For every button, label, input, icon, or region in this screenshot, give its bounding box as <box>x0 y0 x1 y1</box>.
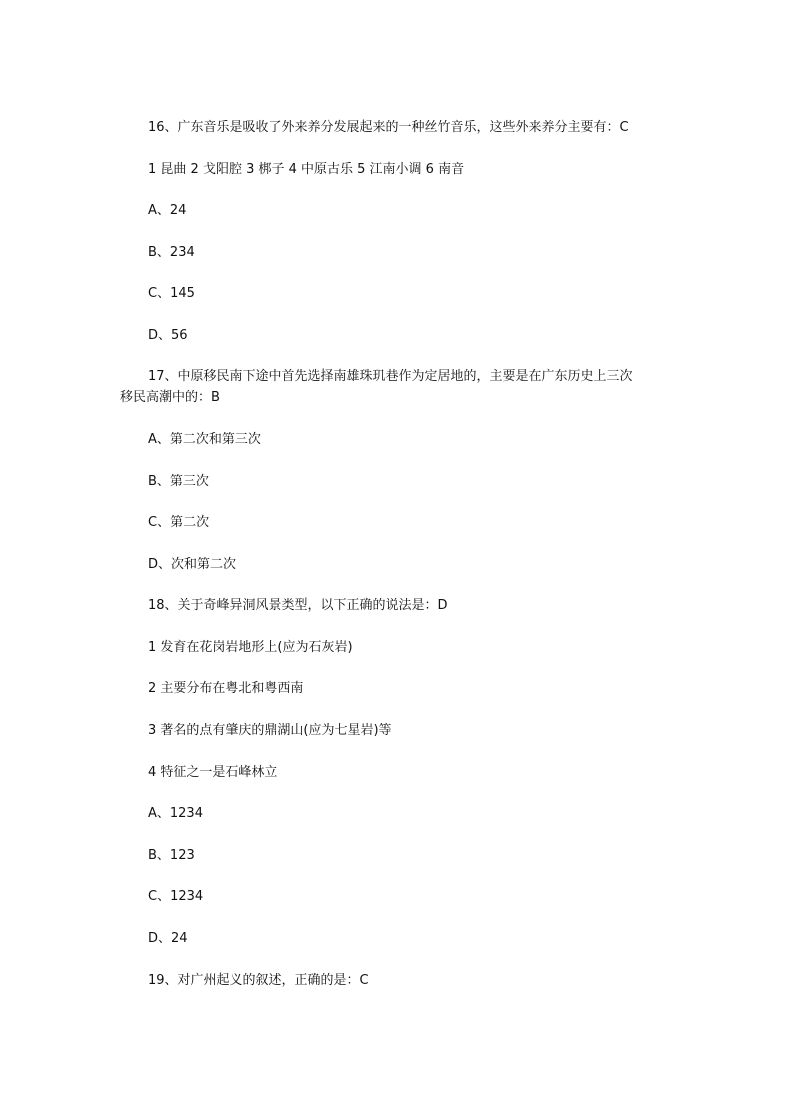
question-18-option-d: D、24 <box>148 931 188 946</box>
question-18-statement-2: 2 主要分布在粤北和粤西南 <box>148 681 304 696</box>
question-17-text-continued: 移民高潮中的：B <box>120 390 220 405</box>
question-16-option-d: D、56 <box>148 328 188 343</box>
question-18-statement-1: 1 发育在花岗岩地形上(应为石灰岩) <box>148 640 353 655</box>
question-16-statement: 1 昆曲 2 戈阳腔 3 梆子 4 中原古乐 5 江南小调 6 南音 <box>148 162 465 177</box>
question-17-text: 17、中原移民南下途中首先选择南雄珠玑巷作为定居地的，主要是在广东历史上三次 <box>148 369 633 384</box>
question-18-option-b: B、123 <box>148 848 195 863</box>
question-17-option-b: B、第三次 <box>148 474 209 489</box>
question-18-statement-3: 3 著名的点有肇庆的鼎湖山(应为七星岩)等 <box>148 723 392 738</box>
question-18-statement-4: 4 特征之一是石峰林立 <box>148 765 278 780</box>
question-17-option-a: A、第二次和第三次 <box>148 432 261 447</box>
question-18-text: 18、关于奇峰异洞风景类型，以下正确的说法是：D <box>148 598 448 613</box>
question-17-option-c: C、第二次 <box>148 515 210 530</box>
question-19-text: 19、对广州起义的叙述，正确的是：C <box>148 973 369 988</box>
question-17-option-d: D、次和第二次 <box>148 557 237 572</box>
question-16-text: 16、广东音乐是吸收了外来养分发展起来的一种丝竹音乐，这些外来养分主要有：C <box>148 120 629 135</box>
question-18-option-a: A、1234 <box>148 806 203 821</box>
question-16-option-a: A、24 <box>148 203 187 218</box>
question-18-option-c: C、1234 <box>148 889 204 904</box>
question-16-option-b: B、234 <box>148 245 195 260</box>
question-16-option-c: C、145 <box>148 286 195 301</box>
